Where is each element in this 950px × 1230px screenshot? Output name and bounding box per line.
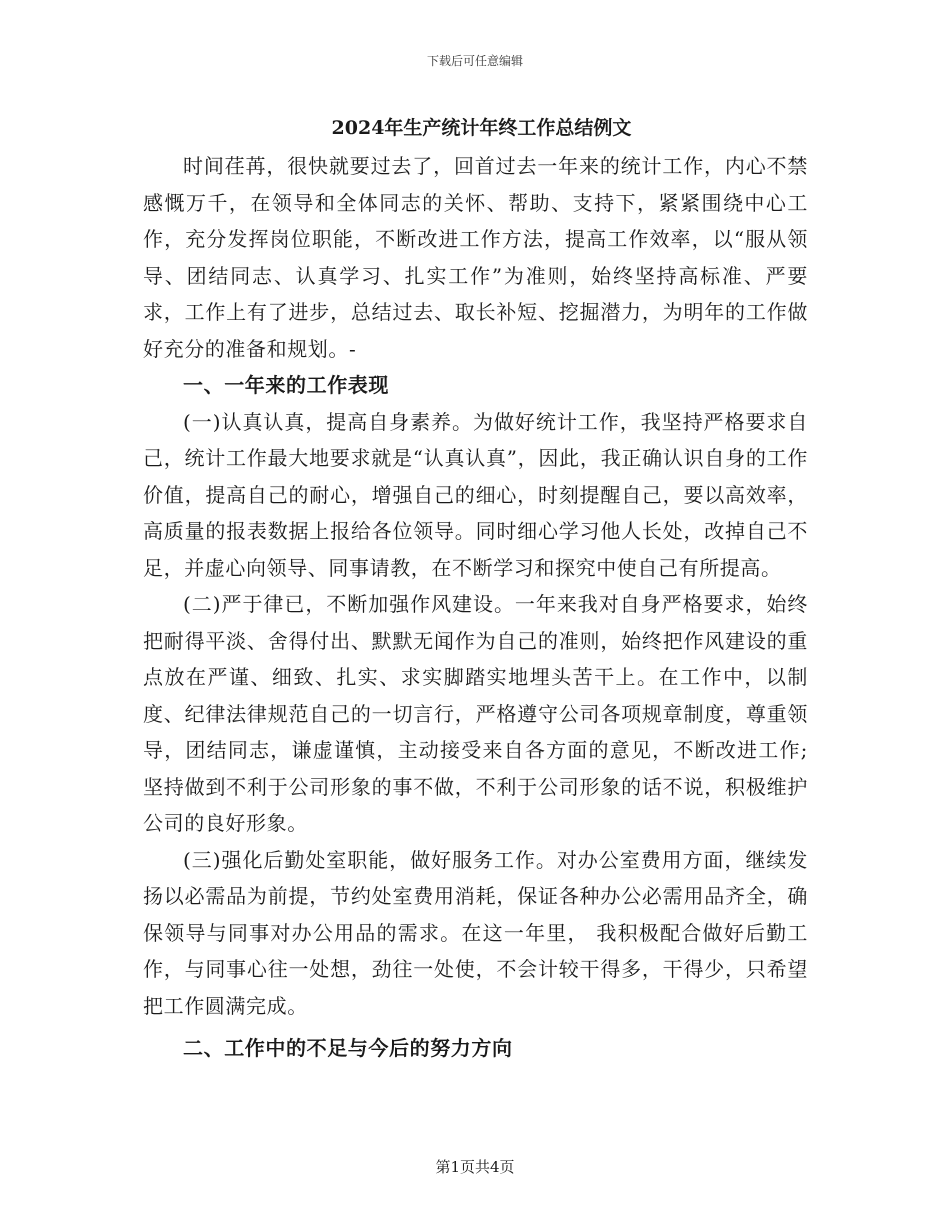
- item-paragraph-2: (二)严于律已，不断加强作风建设。一年来我对自身严格要求，始终把耐得平淡、舍得付出、默默无闻作为自己的准则，始终把作风建设的重点放在严谨、细致、扎实、求实脚踏实地埋头苦干上。在工作中，以制度、纪律法律规范自己的一切言行，严格遵守公司各项规章制度，尊重领导，团结同志，谦虚谨慎，主动接受来自各方面的意见，不断改进工作;坚持做到不利于公司形象的事不做，不利于公司形象的话不说，积极维护公司的良好形象。: [143, 592, 808, 835]
- section-heading-2: 二、工作中的不足与今后的努力方向: [183, 1036, 513, 1060]
- intro-paragraph: 时间荏苒，很快就要过去了，回首过去一年来的统计工作，内心不禁感慨万千，在领导和全体同志的关怀、帮助、支持下，紧紧围绕中心工作，充分发挥岗位职能，不断改进工作方法，提高工作效率，以“服从领导、团结同志、认真学习、扎实工作”为准则，始终坚持高标准、严要求，工作上有了进步，总结过去、取长补短、挖掘潜力，为明年的工作做好充分的准备和规划。-: [143, 154, 808, 361]
- section-heading-1: 一、一年来的工作表现: [183, 373, 389, 397]
- page-footer: 第1页共4页: [435, 1158, 515, 1176]
- document-title: 2024年生产统计年终工作总结例文: [331, 117, 632, 139]
- header-note: 下载后可任意编辑: [426, 54, 523, 68]
- document-body: [143, 114, 808, 1067]
- item-paragraph-1: (一)认真认真，提高自身素养。为做好统计工作，我坚持严格要求自己，统计工作最大地要求就是“认真认真”，因此，我正确认识自身的工作价值，提高自己的耐心，增强自己的细心，时刻提醒自己，要以高效率，高质量的报表数据上报给各位领导。同时细心学习他人长处，改掉自己不足，并虚心向领导、同事请教，在不断学习和探究中使自己有所提高。: [143, 409, 808, 580]
- item-paragraph-3: (三)强化后勤处室职能，做好服务工作。对办公室费用方面，继续发扬以必需品为前提，节约处室费用消耗，保证各种办公必需用品齐全，确保领导与同事对办公用品的需求。在这一年里， 我积极配合做好后勤工作，与同事心往一处想，劲往一处使，不会计较干得多，干得少，只希望把工作圆满完成。: [143, 847, 808, 1018]
